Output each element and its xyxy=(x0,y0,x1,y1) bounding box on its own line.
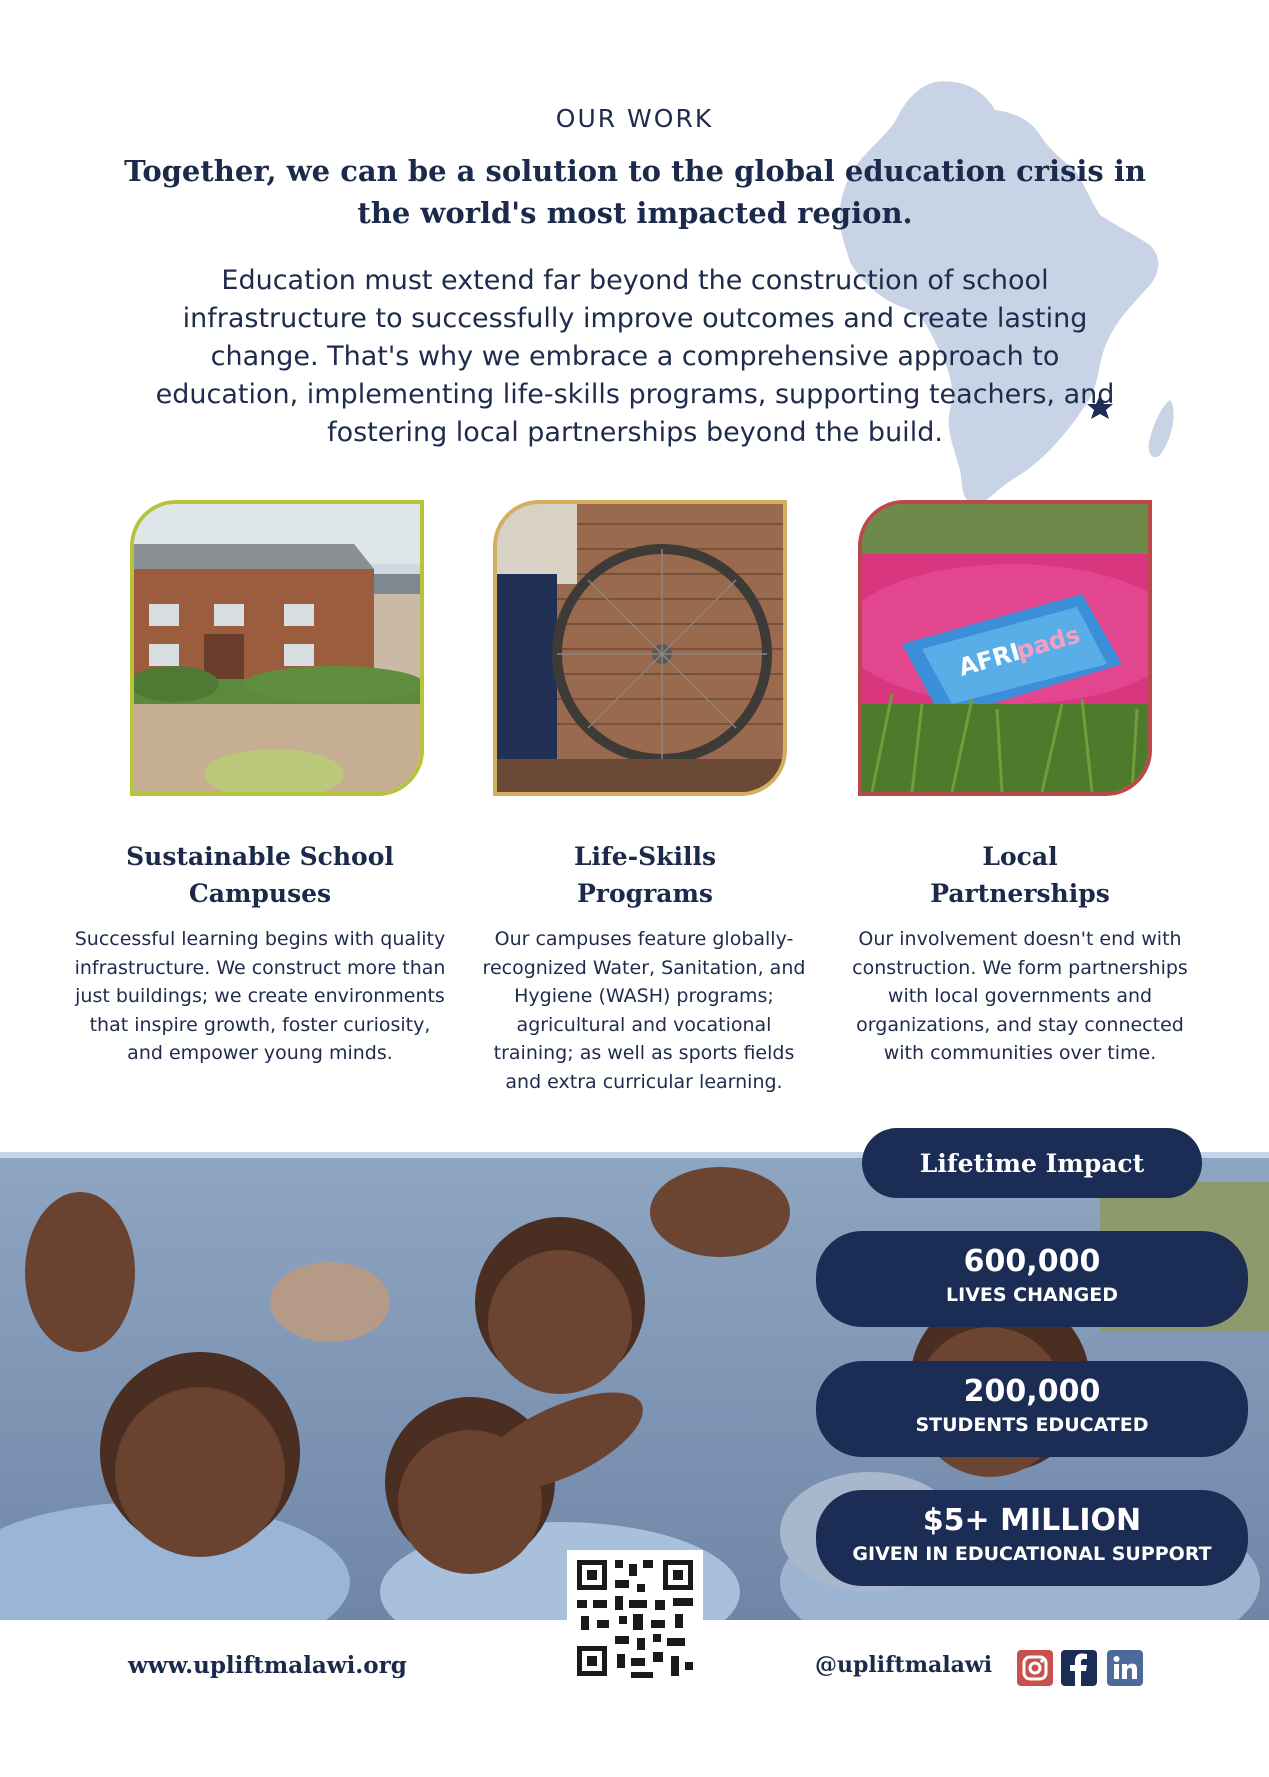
bicycle-repair-photo xyxy=(493,500,787,796)
column-text-partnerships: Our involvement doesn't end with construction. We form partnerships with local governments and organizations, and stay connected with communities over time. xyxy=(852,928,1188,1064)
stat-value: 600,000 xyxy=(963,1244,1101,1279)
sanitary-pads-photo xyxy=(858,500,1152,796)
intro-paragraph: Education must extend far beyond the construction of school infrastructure to successfully improve outcomes and create lasting change. That's why we embrace a comprehensive approach to education, implementing life-skills programs, supporting teachers, and fostering local partnerships beyond the build. xyxy=(155,265,1115,448)
column-text-campuses: Successful learning begins with quality infrastructure. We construct more than just buildings; we create environments that inspire growth, foster curiosity, and empower young minds. xyxy=(74,928,446,1064)
column-title-life-skills: Life-Skills Programs xyxy=(573,842,717,908)
stat-label: LIVES CHANGED xyxy=(946,1284,1118,1306)
facebook-icon[interactable] xyxy=(1061,1650,1097,1686)
school-campus-photo xyxy=(130,500,424,796)
instagram-icon[interactable] xyxy=(1017,1650,1053,1686)
website-link[interactable]: www.upliftmalawi.org xyxy=(128,1652,407,1679)
qr-code-icon[interactable] xyxy=(567,1550,703,1686)
lifetime-impact-title: Lifetime Impact xyxy=(862,1128,1202,1198)
linkedin-icon[interactable] xyxy=(1107,1650,1143,1686)
column-title-partnerships: Local Partnerships xyxy=(930,842,1110,908)
pad-brand-label-1: AFRI xyxy=(955,637,1024,682)
column-text-life-skills: Our campuses feature globally-recognized Water, Sanitation, and Hygiene (WASH) programs; agricultural and vocational training; as well as sports fields and extra curricular learning. xyxy=(482,928,806,1093)
stat-educational-support xyxy=(816,1490,1248,1586)
headline: Together, we can be a solution to the global education crisis in the world's most impacted region. xyxy=(124,154,1146,230)
stat-value: 200,000 xyxy=(963,1374,1101,1409)
social-handle[interactable]: @upliftmalawi xyxy=(815,1652,993,1678)
stat-value: $5+ MILLION xyxy=(922,1503,1142,1538)
stat-label: STUDENTS EDUCATED xyxy=(915,1414,1149,1436)
section-eyebrow: OUR WORK xyxy=(555,104,714,133)
stat-students-educated xyxy=(816,1361,1248,1457)
column-title-campuses: Sustainable School Campuses xyxy=(126,842,394,908)
stat-lives-changed xyxy=(816,1231,1248,1327)
pad-brand-label-2: pads xyxy=(1013,620,1084,666)
stat-label: GIVEN IN EDUCATIONAL SUPPORT xyxy=(852,1543,1212,1565)
